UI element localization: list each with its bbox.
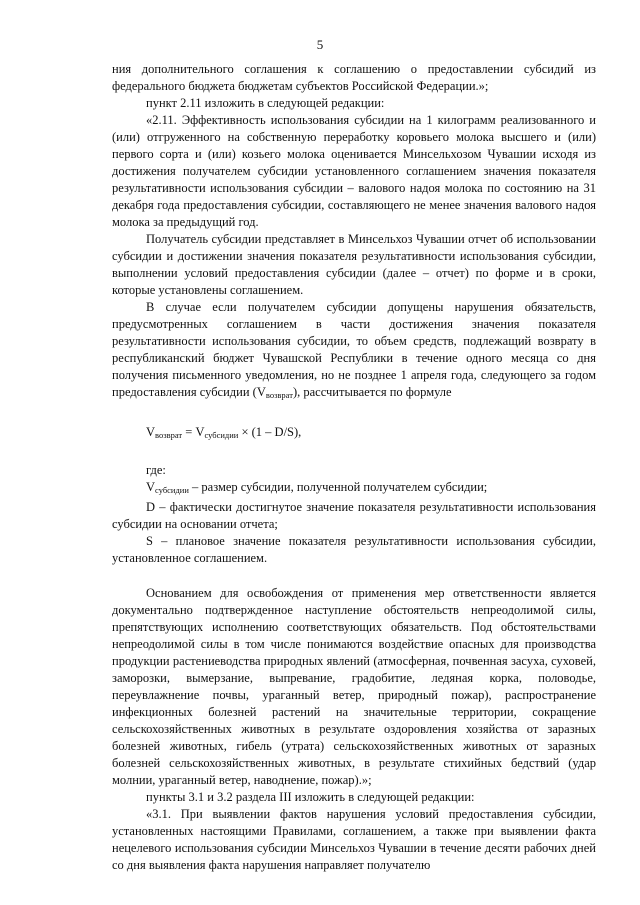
paragraph-3-1: «3.1. При выявлении фактов нарушения условий предоставления субсидии, установленных настоящими Правилами, соглашением, а также при выявлении факта нецелевого использования субсидии Минсельхоз Чувашии в течение десяти рабочих дней со дня выявления факта нарушения направляет получателю [112,807,596,872]
paragraph-amend-3: пункты 3.1 и 3.2 раздела III изложить в следующей редакции: [146,790,475,804]
document-body [112,61,596,874]
def-v: V [146,480,156,494]
page-number: 5 [316,37,324,52]
formula-equals: = [182,425,196,439]
violation-text: В случае если получателем субсидии допущены нарушения обязательств, предусмотренных соглашением в части достижения значения показателя результативности использования субсидии, то объем средств, подлежащий возврату в республиканский бюджет Чувашской Республики в течение одного месяца со дня получения письменного уведомления, но не позднее 1 апреля года, следующего за годом предоставления субсидии (V [112,300,596,399]
paragraph-continuation: ния дополнительного соглашения к соглашению о предоставлении субсидий из федерального бюджета бюджетам субъектов Российской Федерации.»; [112,62,596,93]
paragraph-where: где: [146,463,166,477]
paragraph-amend-2-11: пункт 2.11 изложить в следующей редакции: [146,96,385,110]
spacer [112,567,596,585]
def-v-sub: субсидии [155,485,189,495]
subscript-return: возврат [265,390,293,400]
paragraph-def-s: S – плановое значение показателя результативности использования субсидии, установленное соглашением. [112,534,596,565]
formula-v: V [146,425,156,439]
formula-rest: × (1 – D/S), [238,425,302,439]
formula-sub-return: возврат [155,430,183,440]
def-v-text: – размер субсидии, полученной получателем субсидии; [188,480,488,494]
paragraph-violation [112,299,596,404]
paragraph-report: Получатель субсидии представляет в Минсельхоз Чувашии отчет об использовании субсидии и достижении значения показателя результативности использования субсидии, выполнении условий предоставления субсидии (далее – отчет) по форме и в сроки, которые установлены соглашением. [112,232,596,297]
formula-sub-subsidy: субсидии [204,430,239,440]
paragraph-def-d: D – фактически достигнутое значение показателя результативности использования субсидии на основании отчета; [112,500,596,531]
formula-v2: V [195,425,205,439]
paragraph-force-majeure: Основанием для освобождения от применения мер ответственности является документально подтвержденное наступление обстоятельств непреодолимой силы, препятствующих исполнению соответствующих обязательств. Под обстоятельствами непреодолимой силы в том числе понимаются воздействие опасных для производства продукции растениеводства природных явлений (атмосферная, почвенная засуха, суховей, заморозки, вымерзание, выпревание, градобитие, ледяная корка, половодье, переувлажнение почвы, ураганный ветер, природный пожар), распространение инфекционных болезней растений на значительные территории, сокращение сельскохозяйственных животных в результате оздоровления хозяйства от заразных болезней животных, гибель (утрата) сельскохозяйственных животных от заразных болезней сельскохозяйственных животных, в результате стихийных бедствий (удар молнии, ураганный ветер, наводнение, пожар).»; [112,586,596,787]
paragraph-2-11: «2.11. Эффективность использования субсидии на 1 килограмм реализованного и (или) отгруженного на собственную переработку коровьего молока высшего и (или) первого сорта и (или) козьего молока оценивается Минсельхозом Чувашии исходя из достижения получателем субсидии установленного соглашением значения показателя результативности использования субсидии – валового надоя молока по состоянию на 31 декабря года предоставления субсидии, составляющего не менее значения валового надоя молока за предыдущий год. [112,113,596,229]
formula [146,424,596,444]
paragraph-def-v [112,479,596,499]
violation-text-end: ), рассчитывается по формуле [292,385,452,399]
